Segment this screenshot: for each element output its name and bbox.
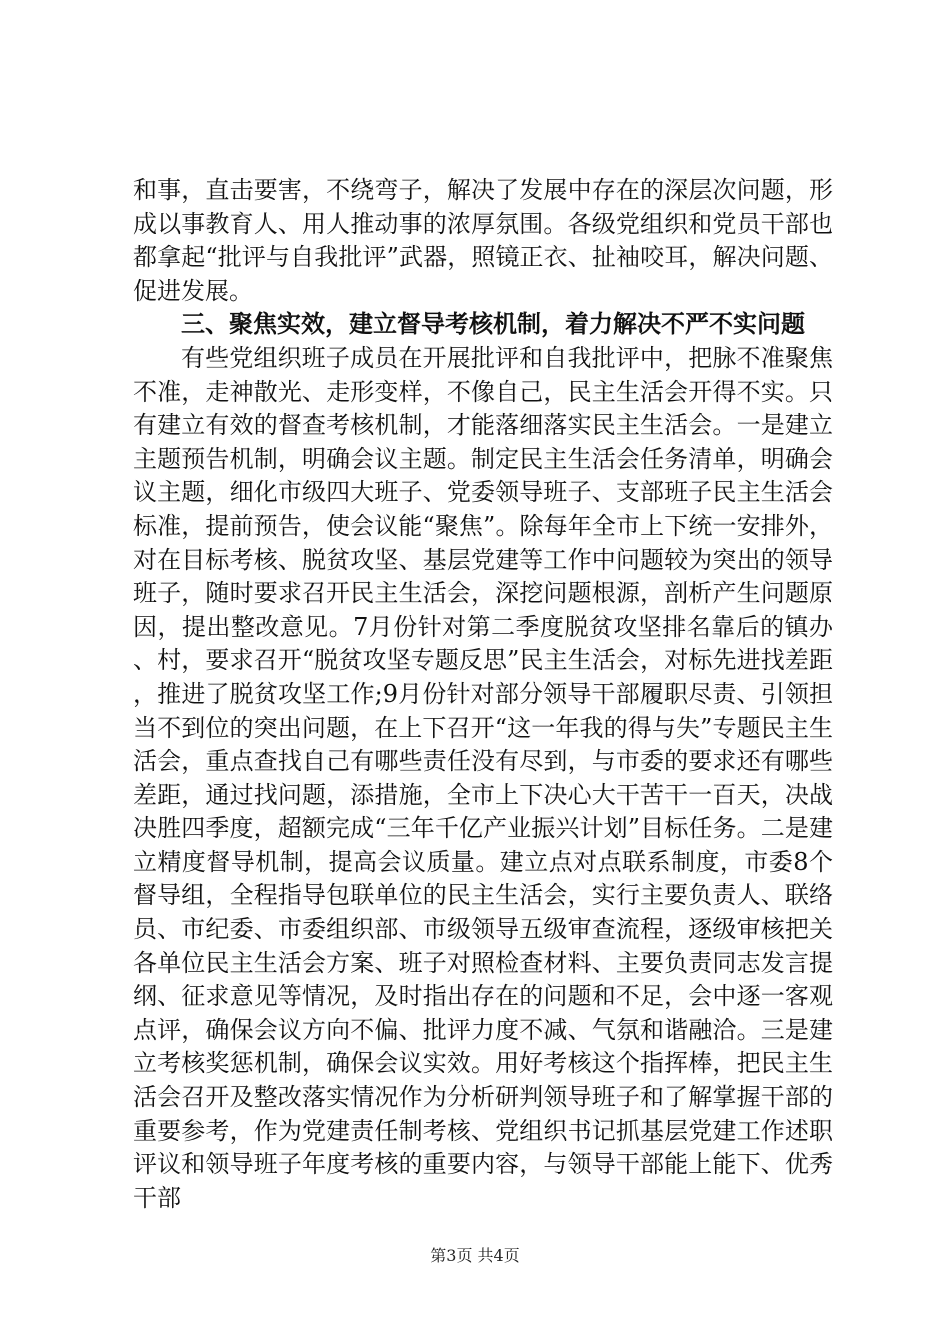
section-heading: 三、聚焦实效，建立督导考核机制，着力解决不严不实问题 [181, 310, 805, 339]
document-body [133, 174, 833, 1215]
paragraph-continuation: 和事，直击要害，不绕弯子，解决了发展中存在的深层次问题，形成以事教育人、用人推动事的浓厚氛围。各级党组织和党员干部也都拿起“批评与自我批评”武器，照镜正衣、扯袖咬耳，解决问题、促进发展。 [133, 176, 833, 305]
page-footer: 第3页 共4页 [430, 1246, 520, 1265]
paragraph-body: 有些党组织班子成员在开展批评和自我批评中，把脉不准聚焦不准，走神散光、走形变样，不像自己，民主生活会开得不实。只有建立有效的督查考核机制，才能落细落实民主生活会。一是建立主题预告机制，明确会议主题。制定民主生活会任务清单，明确会议主题，细化市级四大班子、党委领导班子、支部班子民主生活会标准，提前预告，使会议能“聚焦”。除每年全市上下统一安排外，对在目标考核、脱贫攻坚、基层党建等工作中问题较为突出的领导班子，随时要求召开民主生活会，深挖问题根源，剖析产生问题原因，提出整改意见。7月份针对第二季度脱贫攻坚排名靠后的镇办、村，要求召开“脱贫攻坚专题反思”民主生活会，对标先进找差距，推进了脱贫攻坚工作;9月份针对部分领导干部履职尽责、引领担当不到位的突出问题，在上下召开“这一年我的得与失”专题民主生活会，重点查找自己有哪些责任没有尽到，与市委的要求还有哪些差距，通过找问题，添措施，全市上下决心大干苦干一百天，决战决胜四季度，超额完成“三年千亿产业振兴计划”目标任务。二是建立精度督导机制，提高会议质量。建立点对点联系制度，市委8个督导组，全程指导包联单位的民主生活会，实行主要负责人、联络员、市纪委、市委组织部、市级领导五级审查流程，逐级审核把关各单位民主生活会方案、班子对照检查材料、主要负责同志发言提纲、征求意见等情况，及时指出存在的问题和不足，会中逐一客观点评，确保会议方向不偏、批评力度不减、气氛和谐融洽。三是建立考核奖惩机制，确保会议实效。用好考核这个指挥棒，把民主生活会召开及整改落实情况作为分析研判领导班子和了解掌握干部的重要参考，作为党建责任制考核、党组织书记抓基层党建工作述职评议和领导班子年度考核的重要内容，与领导干部能上能下、优秀干部 [133, 343, 833, 1212]
